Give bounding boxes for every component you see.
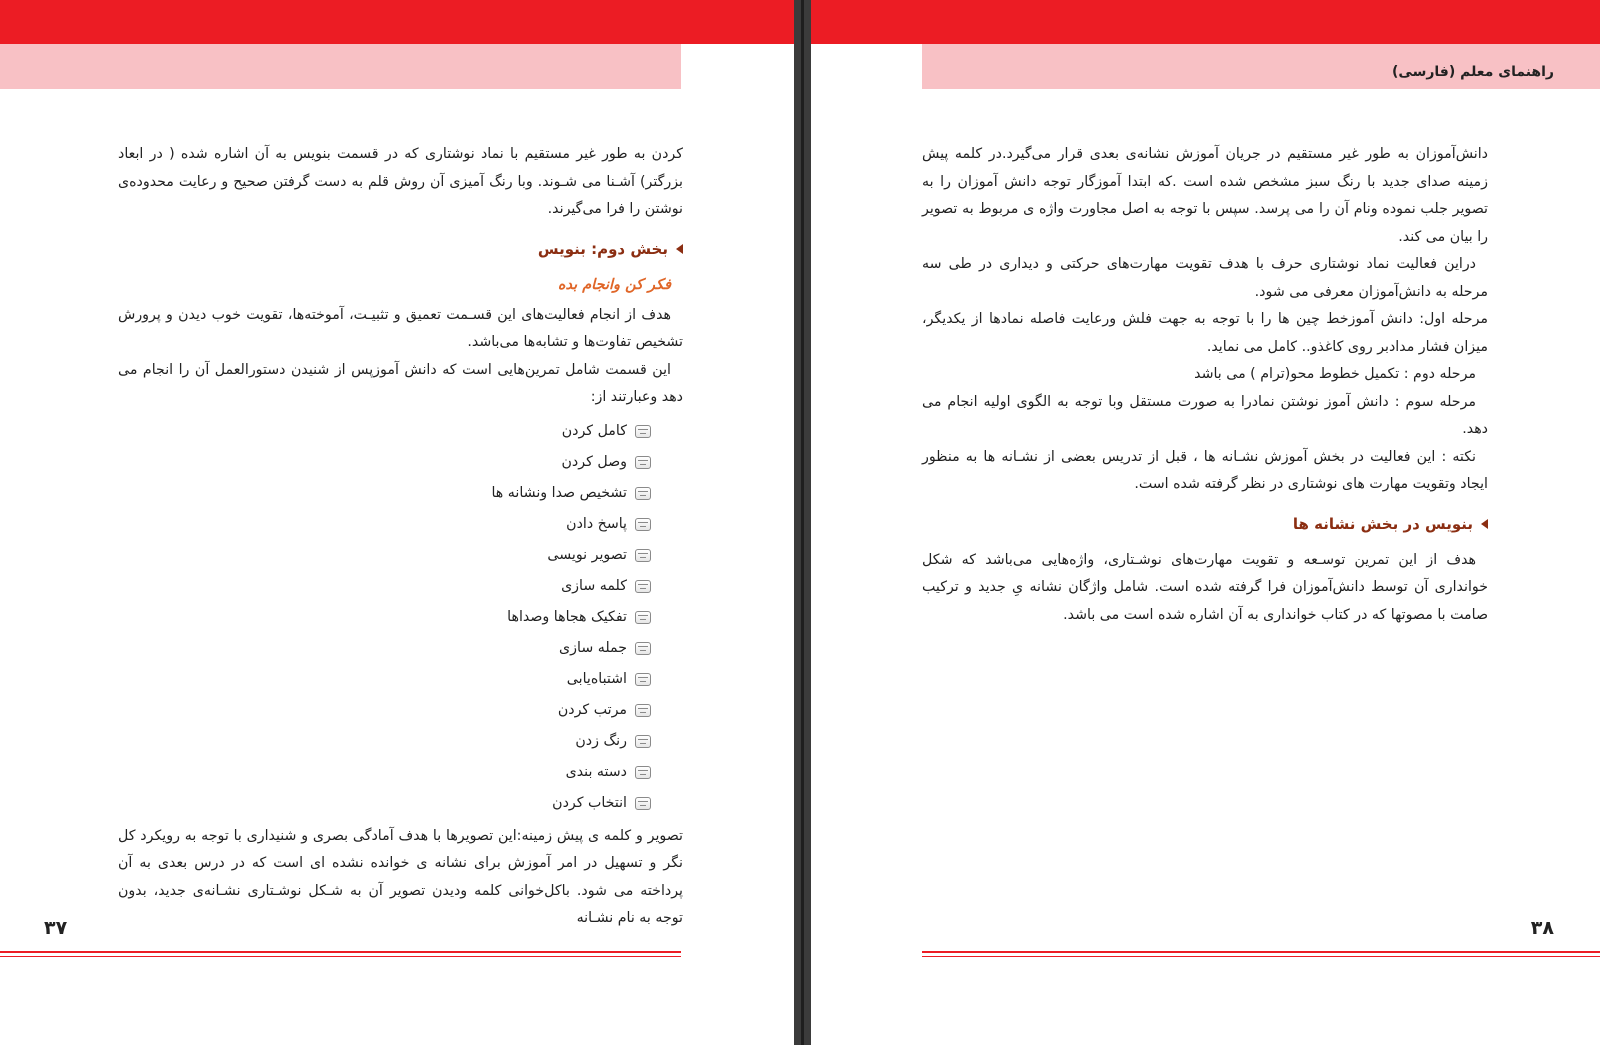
- list-bullet-icon: [635, 797, 651, 810]
- sub-heading: فکر کن وانجام بده: [557, 276, 671, 293]
- list-bullet-icon: [635, 704, 651, 717]
- page-gutter: [794, 0, 811, 1045]
- list-bullet-icon: [635, 580, 651, 593]
- section-heading-text: بخش دوم: بنویس: [537, 239, 668, 258]
- list-item: [118, 540, 651, 571]
- list-item-text: تصویر نویسی: [547, 546, 627, 563]
- right-page: [811, 0, 1600, 1045]
- list-bullet-icon: [635, 456, 651, 469]
- activity-list: [118, 416, 683, 819]
- list-item-text: تشخیص صدا ونشانه ها: [491, 484, 627, 501]
- section-heading: [118, 236, 683, 262]
- list-bullet-icon: [635, 611, 651, 624]
- paragraph: این قسمت شامل تمرین‌هایی است که دانش آموزپس از شنیدن دستورالعمل آن را انجام می دهد وعبارتند از:: [118, 361, 683, 405]
- list-bullet-icon: [635, 549, 651, 562]
- list-bullet-icon: [635, 766, 651, 779]
- list-item-text: مرتب کردن: [557, 701, 627, 718]
- page-number: ۳۷: [44, 917, 68, 939]
- list-item: [118, 726, 651, 757]
- paragraph: هدف از انجام فعالیت‌های این قسـمت تعمیق و تثبیـت، آموخته‌ها، تقویت خوب دیدن و پرورش تشخیص تفاوت‌ها و تشابه‌ها می‌باشد.: [118, 306, 683, 350]
- list-item-text: جمله سازی: [559, 639, 627, 656]
- list-item: [118, 788, 651, 819]
- left-page: [0, 0, 794, 1045]
- list-item-text: اشتباه‌یابی: [566, 670, 627, 687]
- running-header-title: راهنمای معلم (فارسی): [1392, 64, 1554, 80]
- top-red-bar: [811, 0, 1600, 44]
- stage-paragraph: مرحله دوم : تکمیل خطوط محو(ترام ) می باشد: [1194, 366, 1476, 382]
- list-item-text: انتخاب کردن: [552, 794, 627, 811]
- paragraph: هدف از این تمرین توسـعه و تقویت مهارت‌های نوشـتاری، واژه‌هایی می‌باشد که شکل خوانداری آن توسط دانش‌آموزان فرا گرفته شده است. شامل واژگان نشانه یِ جدید و ترکیب صامت با مصوتها که در کتاب خوانداری به آن اشاره شده است می باشد.: [922, 551, 1488, 623]
- gutter-line: [801, 0, 804, 1045]
- heading-marker-icon: [1481, 519, 1488, 529]
- paragraph: دانش‌آموزان به طور غیر مستقیم در جریان آموزش نشانه‌ی بعدی قرار می‌گیرد.در کلمه پیش زمینه صدای جدید با رنگ سبز مشخص شده است .که ابتدا آموزگار توجه دانش آموزان را به تصویر جلب نموده ونام آن را می پرسد. سپس با توجه به اصل مجاورت واژه ی مربوط به تصویر را بیان می کند.: [922, 146, 1488, 245]
- list-item: [118, 695, 651, 726]
- footer-rule: [922, 951, 1600, 953]
- footer-rule: [0, 951, 681, 953]
- stage-paragraph: مرحله اول: دانش آموزخط چین ها را با توجه به جهت فلش ورعایت فاصله نمادها از یکدیگر، میزان فشار مدادبر روی کاغذو.. کامل می نماید.: [922, 311, 1488, 355]
- top-red-bar: [0, 0, 794, 44]
- list-item: [118, 757, 651, 788]
- list-item: [118, 602, 651, 633]
- stage-paragraph: مرحله سوم : دانش آموز نوشتن نمادرا به صورت مستقل وبا توجه به الگوی اولیه انجام می دهد.: [922, 393, 1488, 437]
- note-paragraph: نکته : این فعالیت در بخش آموزش نشـانه ها ، قبل از تدریس بعضی از نشـانه ها به منظور ایجاد وتقویت مهارت های نوشتاری در نظر گرفته شده است.: [922, 448, 1488, 492]
- header-band: [0, 44, 681, 89]
- list-item: [118, 416, 651, 447]
- list-item: [118, 478, 651, 509]
- list-bullet-icon: [635, 735, 651, 748]
- list-bullet-icon: [635, 487, 651, 500]
- list-item-text: تفکیک هجاها وصداها: [507, 608, 627, 625]
- intro-paragraph: کردن به طور غیر مستقیم با نماد نوشتاری که در قسمت بنویس به آن اشاره شده ( در ابعاد بزرگتر) آشـنا می شـوند. وبا رنگ آمیزی آن روش قلم به دست گرفتن صحیح و رعایت محدوده‌ی نوشتن را فرا می‌گیرند.: [118, 146, 683, 217]
- right-page-body: [922, 141, 1488, 629]
- list-bullet-icon: [635, 673, 651, 686]
- heading-marker-icon: [676, 244, 683, 254]
- section-heading: [922, 511, 1488, 537]
- list-item: [118, 447, 651, 478]
- list-item-text: رنگ زدن: [575, 732, 627, 749]
- list-item-text: پاسخ دادن: [566, 515, 627, 532]
- list-item-text: وصل کردن: [561, 453, 627, 470]
- section-heading-text: بنویس در بخش نشانه ها: [1292, 514, 1473, 533]
- footer-rule: [922, 956, 1600, 957]
- list-item: [118, 571, 651, 602]
- paragraph: تصویر و کلمه ی پیش زمینه:این تصویرها با هدف آمادگی بصری و شنیداری با توجه به رویکرد کل نگر و تسهیل در امر آموزش برای نشانه ی خوانده نشده ای است که در درس بعدی به آن پرداخته می شود. باکل‌خوانی کلمه ودیدن تصویر آن به شـکل نوشـتاری نشـانه‌ی جدید، بدون توجه به نام نشـانه: [118, 827, 683, 926]
- list-item-text: دسته بندی: [565, 763, 627, 780]
- list-bullet-icon: [635, 642, 651, 655]
- list-bullet-icon: [635, 425, 651, 438]
- list-item: [118, 633, 651, 664]
- header-band: [922, 44, 1600, 89]
- left-page-body: [118, 141, 683, 933]
- footer-rule: [0, 956, 681, 957]
- paragraph: دراین فعالیت نماد نوشتاری حرف با هدف تقویت مهارت‌های حرکتی و دیداری در طی سه مرحله به دانش‌آموزان معرفی می شود.: [922, 256, 1488, 300]
- list-item-text: کلمه سازی: [561, 577, 627, 594]
- list-item: [118, 664, 651, 695]
- list-bullet-icon: [635, 518, 651, 531]
- list-item-text: کامل کردن: [561, 422, 627, 439]
- page-number: ۳۸: [1530, 917, 1554, 939]
- list-item: [118, 509, 651, 540]
